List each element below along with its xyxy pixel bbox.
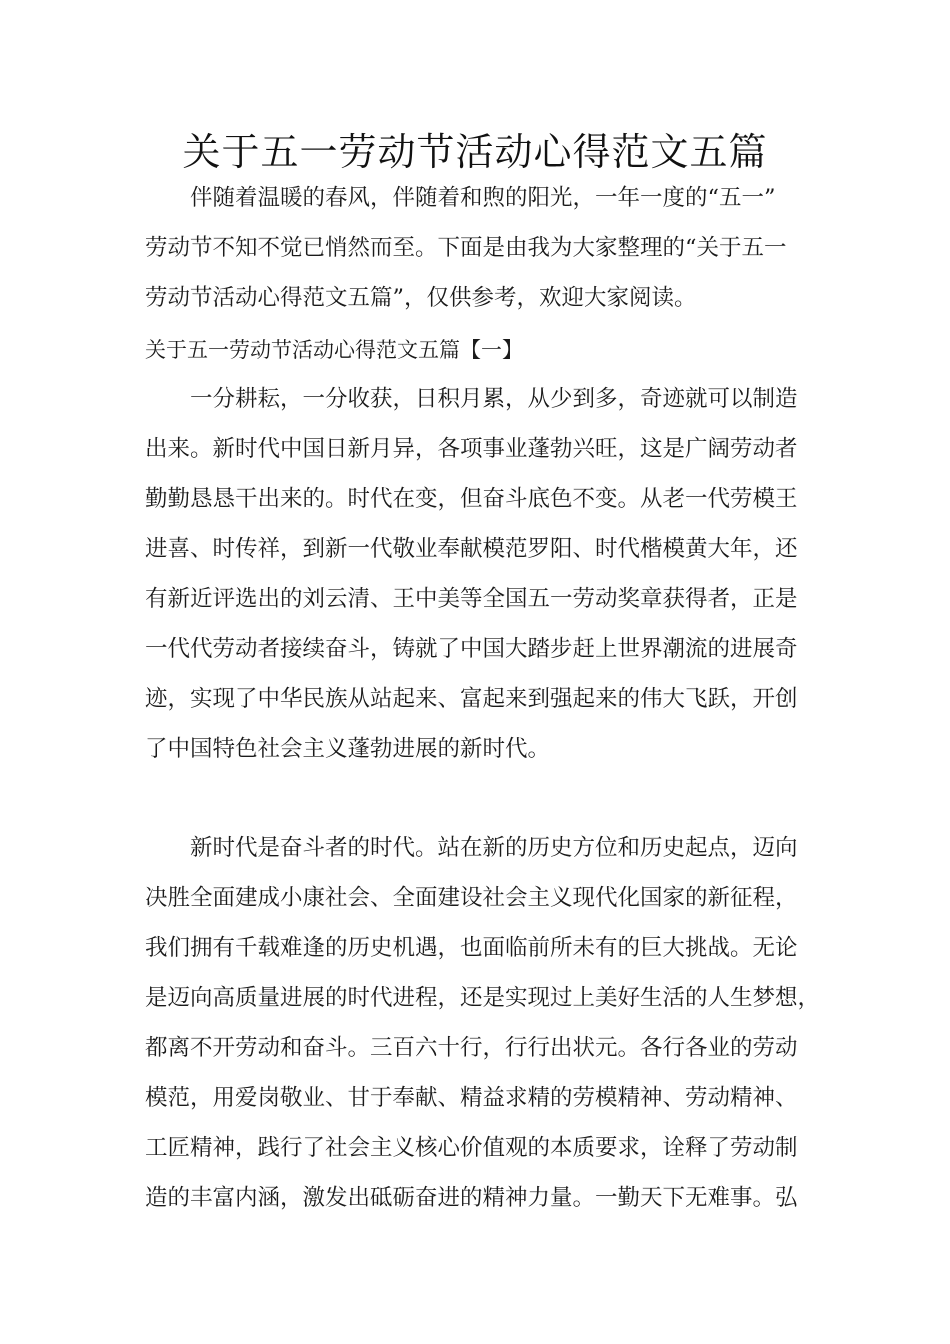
- text-line: 一代代劳动者接续奋斗，铸就了中国大踏步赶上世界潮流的进展奇: [145, 636, 798, 662]
- text-line: 劳动节不知不觉已悄然而至。下面是由我为大家整理的“关于五一: [145, 235, 787, 261]
- text-line: 我们拥有千载难逢的历史机遇，也面临前所未有的巨大挑战。无论: [145, 935, 798, 961]
- text-line: 造的丰富内涵，激发出砥砺奋进的精神力量。一勤天下无难事。弘: [145, 1185, 798, 1211]
- section-heading: 关于五一劳动节活动心得范文五篇【一】: [145, 338, 523, 362]
- text-line: 伴随着温暖的春风，伴随着和煦的阳光，一年一度的“五一”: [145, 185, 776, 211]
- text-line: 新时代是奋斗者的时代。站在新的历史方位和历史起点，迈向: [145, 835, 798, 861]
- text-line: 决胜全面建成小康社会、全面建设社会主义现代化国家的新征程，: [145, 885, 798, 911]
- text-line: 勤勤恳恳干出来的。时代在变，但奋斗底色不变。从老一代劳模王: [145, 486, 798, 512]
- text-line: 都离不开劳动和奋斗。三百六十行，行行出状元。各行各业的劳动: [145, 1035, 798, 1061]
- text-line: 是迈向高质量进展的时代进程，还是实现过上美好生活的人生梦想，: [145, 985, 821, 1011]
- text-line: 迹，实现了中华民族从站起来、富起来到强起来的伟大飞跃，开创: [145, 686, 798, 712]
- text-line: 工匠精神，践行了社会主义核心价值观的本质要求，诠释了劳动制: [145, 1135, 798, 1161]
- text-line: 劳动节活动心得范文五篇”，仅供参考，欢迎大家阅读。: [145, 285, 697, 311]
- text-line: 出来。新时代中国日新月异，各项事业蓬勃兴旺，这是广阔劳动者: [145, 436, 798, 462]
- document-title: 关于五一劳动节活动心得范文五篇: [182, 130, 768, 174]
- text-line: 进喜、时传祥，到新一代敬业奉献模范罗阳、时代楷模黄大年，还: [145, 536, 798, 562]
- text-line: 模范，用爱岗敬业、甘于奉献、精益求精的劳模精神、劳动精神、: [145, 1085, 798, 1111]
- intro-paragraph: [145, 173, 825, 323]
- text-line: 有新近评选出的刘云清、王中美等全国五一劳动奖章获得者，正是: [145, 586, 798, 612]
- paragraph-2: [145, 823, 825, 1223]
- text-line: 一分耕耘，一分收获，日积月累，从少到多，奇迹就可以制造: [145, 386, 798, 412]
- paragraph-1: [145, 374, 825, 774]
- text-line: 了中国特色社会主义蓬勃进展的新时代。: [145, 736, 551, 762]
